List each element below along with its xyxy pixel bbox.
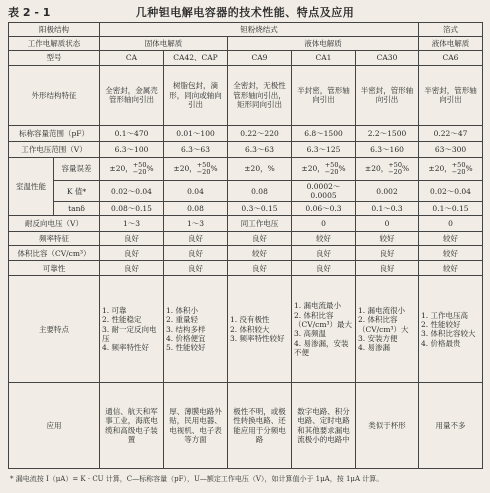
value-cell: CA9: [228, 50, 292, 65]
value-cell: 类似于杯形: [356, 383, 419, 469]
feature-line: 4. 价格便宜: [166, 333, 206, 343]
feature-line: 3. 高频温: [294, 329, 327, 339]
value-cell: 0: [419, 216, 483, 232]
row-label: 工作电压范围（V）: [9, 141, 100, 157]
value-cell: 半密封，管形轴向引出: [419, 65, 483, 125]
feature-line: 2. 体积比容（CV/cm³）最大: [294, 310, 353, 329]
tolerance-pm: ±20，: [428, 164, 452, 174]
feature-line: 3. 体积比容较大: [421, 329, 476, 339]
value-cell: 1～3: [100, 216, 164, 232]
value-cell: 良好: [292, 261, 356, 276]
value-cell: 6.8～1500: [292, 125, 356, 141]
tolerance-fraction: [197, 162, 211, 176]
feature-line: 2. 性能较好: [421, 319, 461, 329]
row-label: 体积比容（CV/cm³）: [9, 246, 100, 261]
value-cell: 6.3～63: [164, 141, 228, 157]
value-cell: 全密封，金属壳管形轴向引出: [100, 65, 164, 125]
row-model: [9, 50, 483, 65]
tolerance-pm: ±20，: [301, 164, 325, 174]
row-k-value: [9, 181, 483, 202]
value-cell: 较好: [419, 261, 483, 276]
tolerance-pm: ±20，: [364, 164, 389, 174]
label-tan-delta: tanδ: [54, 202, 100, 216]
value-cell: CA30: [356, 50, 419, 65]
value-cell: 良好: [356, 246, 419, 261]
row-label: 应用: [9, 383, 100, 469]
value-cell: 良好: [228, 261, 292, 276]
feature-line: 1. 体积小: [166, 305, 199, 315]
value-cell: 良好: [164, 246, 228, 261]
tolerance-cell: [100, 157, 164, 181]
value-cell: 良好: [164, 232, 228, 246]
tolerance-pm: ±20，: [109, 164, 133, 174]
row-volume-ratio: [9, 246, 483, 261]
value-cell: 良好: [292, 246, 356, 261]
value-cell: [292, 276, 356, 383]
tolerance-pm: ±20，: [244, 164, 268, 174]
value-cell: 树脂包封，滴形，同向或轴向引出: [164, 65, 228, 125]
row-tan-delta: [9, 202, 483, 216]
value-cell: [100, 276, 164, 383]
k-value-cell: 0.04: [164, 181, 228, 202]
row-appearance: [9, 65, 483, 125]
row-reverse-voltage: [9, 216, 483, 232]
feature-line: 4. 易渗漏: [358, 343, 391, 353]
tolerance-cell: [419, 157, 483, 181]
row-anode-structure: [9, 23, 483, 37]
value-cell: 通信、航天和军事工业，海底电缆和高级电子装置: [100, 383, 164, 469]
tolerance-cell: [292, 157, 356, 181]
tolerance-fraction: [388, 162, 402, 176]
value-cell: [228, 276, 292, 383]
tolerance-pm: ±20，: [173, 164, 197, 174]
row-label: 主要特点: [9, 276, 100, 383]
feature-line: 1. 漏电流很小: [358, 305, 406, 315]
feature-line: 3. 结构多样: [166, 324, 206, 334]
tolerance-cell: [356, 157, 419, 181]
value-cell: 0: [356, 216, 419, 232]
value-cell: CA: [100, 50, 164, 65]
table-header: [8, 4, 482, 20]
row-label: 型号: [9, 50, 100, 65]
value-cell: 63～300: [419, 141, 483, 157]
value-cell: 半封密，管形轴向引出: [292, 65, 356, 125]
k-value-cell: 0.08: [228, 181, 292, 202]
tolerance-fraction: [325, 162, 339, 176]
feature-line: 5. 性能较好: [166, 343, 206, 353]
value-cell: 数字电路、积分电路、定时电路和其他要求漏电流极小的电路中: [292, 383, 356, 469]
tolerance-unit: %: [210, 164, 218, 174]
value-cell: CA42、CAP: [164, 50, 228, 65]
tolerance-unit: %: [338, 164, 346, 174]
row-features: [9, 276, 483, 383]
tolerance-lower: −20: [196, 168, 211, 177]
value-cell: 6.3～63: [228, 141, 292, 157]
tan-value-cell: 0.08～0.15: [100, 202, 164, 216]
tan-value-cell: 0.1～0.15: [419, 202, 483, 216]
tolerance-lower: −20: [132, 168, 147, 177]
value-cell: 0.01～100: [164, 125, 228, 141]
label-tolerance: 容量误差: [54, 157, 100, 181]
label-anode-structure: 阳极结构: [9, 23, 100, 37]
cell-liquid-electrolyte-foil: 液体电解质: [419, 36, 483, 50]
row-electrolyte: [9, 36, 483, 50]
value-cell: 较好: [228, 246, 292, 261]
tolerance-unit: %: [401, 164, 410, 174]
value-cell: 1～3: [164, 216, 228, 232]
value-cell: 良好: [228, 232, 292, 246]
value-cell: 良好: [164, 261, 228, 276]
tan-value-cell: 0.06～0.3: [292, 202, 356, 216]
row-label: 耐反向电压（V）: [9, 216, 100, 232]
value-cell: [164, 276, 228, 383]
k-value-cell: 0.002: [356, 181, 419, 202]
cell-solid-electrolyte: 固体电解质: [100, 36, 228, 50]
value-cell: 极性不明，或极性转换电路、还能应用于分频电路: [228, 383, 292, 469]
feature-line: 1. 工作电压高: [421, 310, 469, 320]
row-tolerance: [9, 157, 483, 181]
value-cell: 半密封，管形轴向引出: [356, 65, 419, 125]
tolerance-cell: [164, 157, 228, 181]
value-cell: [356, 276, 419, 383]
tolerance-cell: [228, 157, 292, 181]
row-voltage: [9, 141, 483, 157]
feature-line: 3. 耐一定反向电压: [102, 324, 157, 343]
value-cell: 0.1～470: [100, 125, 164, 141]
value-cell: 0: [292, 216, 356, 232]
feature-line: 1. 没有极性: [230, 315, 270, 325]
label-room-temp: 室温性能: [9, 157, 54, 216]
cell-liquid-electrolyte: 液体电解质: [228, 36, 419, 50]
feature-line: 4. 频率特性好: [102, 343, 150, 353]
k-value-cell: 0.02～0.04: [100, 181, 164, 202]
value-cell: 厚、薄膜电路外贴，民用电器、电视机、电子表等方面: [164, 383, 228, 469]
tolerance-fraction: [452, 162, 466, 176]
feature-line: 4. 易渗漏，安装不便: [294, 338, 349, 357]
tolerance-upper: +50: [324, 161, 339, 170]
tolerance-upper: +50: [451, 161, 466, 170]
value-cell: 0.22～47: [419, 125, 483, 141]
feature-line: 1. 漏电流最小: [294, 301, 342, 311]
tolerance-upper: +50: [388, 161, 402, 170]
feature-line: 2. 体积较大: [230, 324, 270, 334]
cell-sintered: 钽粉烧结式: [100, 23, 419, 37]
tolerance-lower: −20: [451, 168, 466, 177]
value-cell: CA6: [419, 50, 483, 65]
footnote: * 漏电流按 I（μA）= K · CU 计算，C—标称容量（pF），U—额定工作电压（V），如计算值小于 1μA，按 1μA 计算。: [10, 475, 384, 483]
k-value-cell: 0.02～0.04: [419, 181, 483, 202]
row-label: 标称容量范围（pF）: [9, 125, 100, 141]
feature-line: 4. 价格最贵: [421, 338, 461, 348]
value-cell: 6.3～100: [100, 141, 164, 157]
value-cell: 较好: [419, 246, 483, 261]
value-cell: 全密封，无极性管形轴向引出，矩形同向引出: [228, 65, 292, 125]
value-cell: 较好: [292, 232, 356, 246]
row-application: [9, 383, 483, 469]
tan-value-cell: 0.1～0.3: [356, 202, 419, 216]
k-value-cell: 0.0002～0.0005: [292, 181, 356, 202]
value-cell: 6.3～160: [356, 141, 419, 157]
feature-line: 2. 重量轻: [166, 315, 199, 325]
row-label: 频率特征: [9, 232, 100, 246]
value-cell: 良好: [100, 232, 164, 246]
value-cell: 用量不多: [419, 383, 483, 469]
value-cell: 良好: [100, 261, 164, 276]
cell-foil: 箔式: [419, 23, 483, 37]
value-cell: 2.2～1500: [356, 125, 419, 141]
tolerance-unit: %: [465, 164, 473, 174]
feature-line: 1. 可靠: [102, 305, 127, 315]
value-cell: 良好: [356, 261, 419, 276]
tolerance-unit: %: [146, 164, 154, 174]
row-capacitance: [9, 125, 483, 141]
tolerance-lower: −20: [388, 168, 402, 177]
value-cell: [419, 276, 483, 383]
label-electrolyte: 工作电解质状态: [9, 36, 100, 50]
value-cell: 较好: [419, 232, 483, 246]
feature-line: 2. 体积比容（CV/cm³）大: [358, 315, 409, 334]
row-label: 外形结构特征: [9, 65, 100, 125]
label-k-value: K 值*: [54, 181, 100, 202]
tan-value-cell: 0.08: [164, 202, 228, 216]
value-cell: 同工作电压: [228, 216, 292, 232]
value-cell: CA1: [292, 50, 356, 65]
tolerance-lower: −20: [324, 168, 339, 177]
table-title: 几种钽电解电容器的技术性能、特点及应用: [135, 6, 355, 19]
feature-line: 2. 性能稳定: [102, 315, 142, 325]
tolerance-unit: %: [267, 164, 275, 174]
tolerance-fraction: [133, 162, 147, 176]
spec-table: [8, 22, 483, 469]
row-frequency: [9, 232, 483, 246]
value-cell: 较好: [356, 232, 419, 246]
tolerance-upper: +50: [196, 161, 211, 170]
tolerance-upper: +50: [132, 161, 147, 170]
feature-line: 3. 频率特性较好: [230, 333, 285, 343]
value-cell: 0.22～220: [228, 125, 292, 141]
value-cell: 6.3～125: [292, 141, 356, 157]
table-number: 表 2 - 1: [8, 6, 51, 19]
row-label: 可靠性: [9, 261, 100, 276]
value-cell: 良好: [100, 246, 164, 261]
row-reliability: [9, 261, 483, 276]
tan-value-cell: 0.3～0.15: [228, 202, 292, 216]
feature-line: 3. 安装方便: [358, 333, 398, 343]
